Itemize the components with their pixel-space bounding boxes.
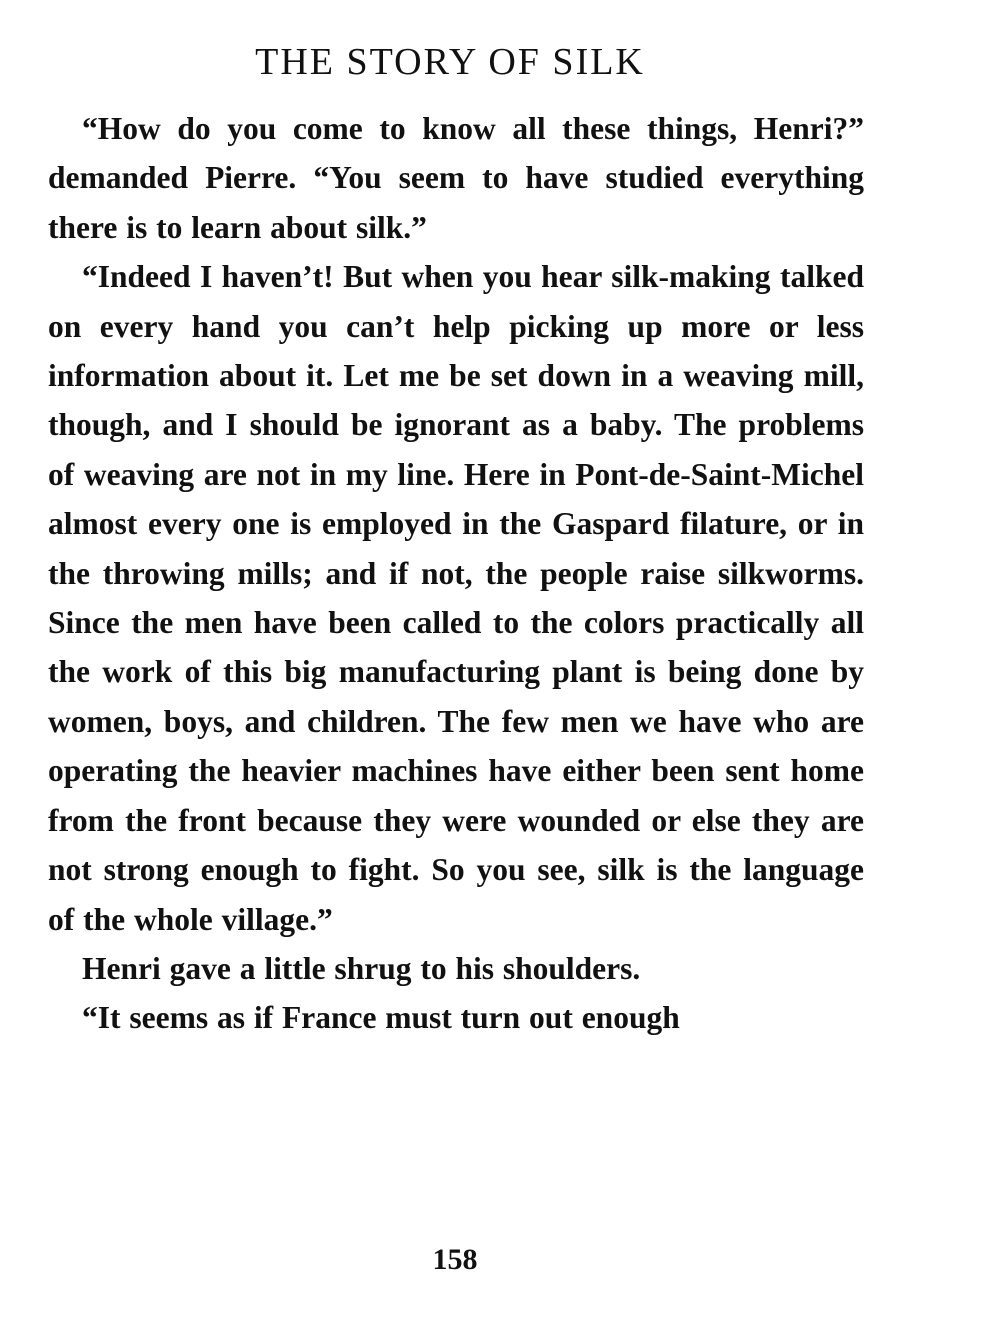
paragraph-1: “How do you come to know all these things, Henri?” demanded Pierre. “You seem to have studied everything there is to learn about silk.”: [48, 111, 864, 245]
paragraph-4: “It seems as if France must turn out enough: [82, 1000, 680, 1036]
page-number: 158: [432, 1243, 478, 1276]
paragraph-2: “Indeed I haven’t! But when you hear silk-making talked on every hand you can’t help picking up more or less information about it. Let me be set down in a weaving mill, though, and I should be ignorant as a baby. The problems of weaving are not in my line. Here in Pont-de-Saint-Michel almost every one is employed in the Gaspard filature, or in the throwing mills; and if not, the people raise silkworms. Since the men have been called to the colors practically all the work of this big manufacturing plant is being done by women, boys, and children. The few men we have who are operating the heavier machines have either been sent home from the front because they were wounded or else they are not strong enough to fight. So you see, silk is the language of the whole village.”: [48, 259, 864, 937]
body-text: [48, 104, 864, 1043]
running-head: THE STORY OF SILK: [255, 41, 645, 83]
paragraph-3: Henri gave a little shrug to his shoulders.: [82, 950, 641, 986]
